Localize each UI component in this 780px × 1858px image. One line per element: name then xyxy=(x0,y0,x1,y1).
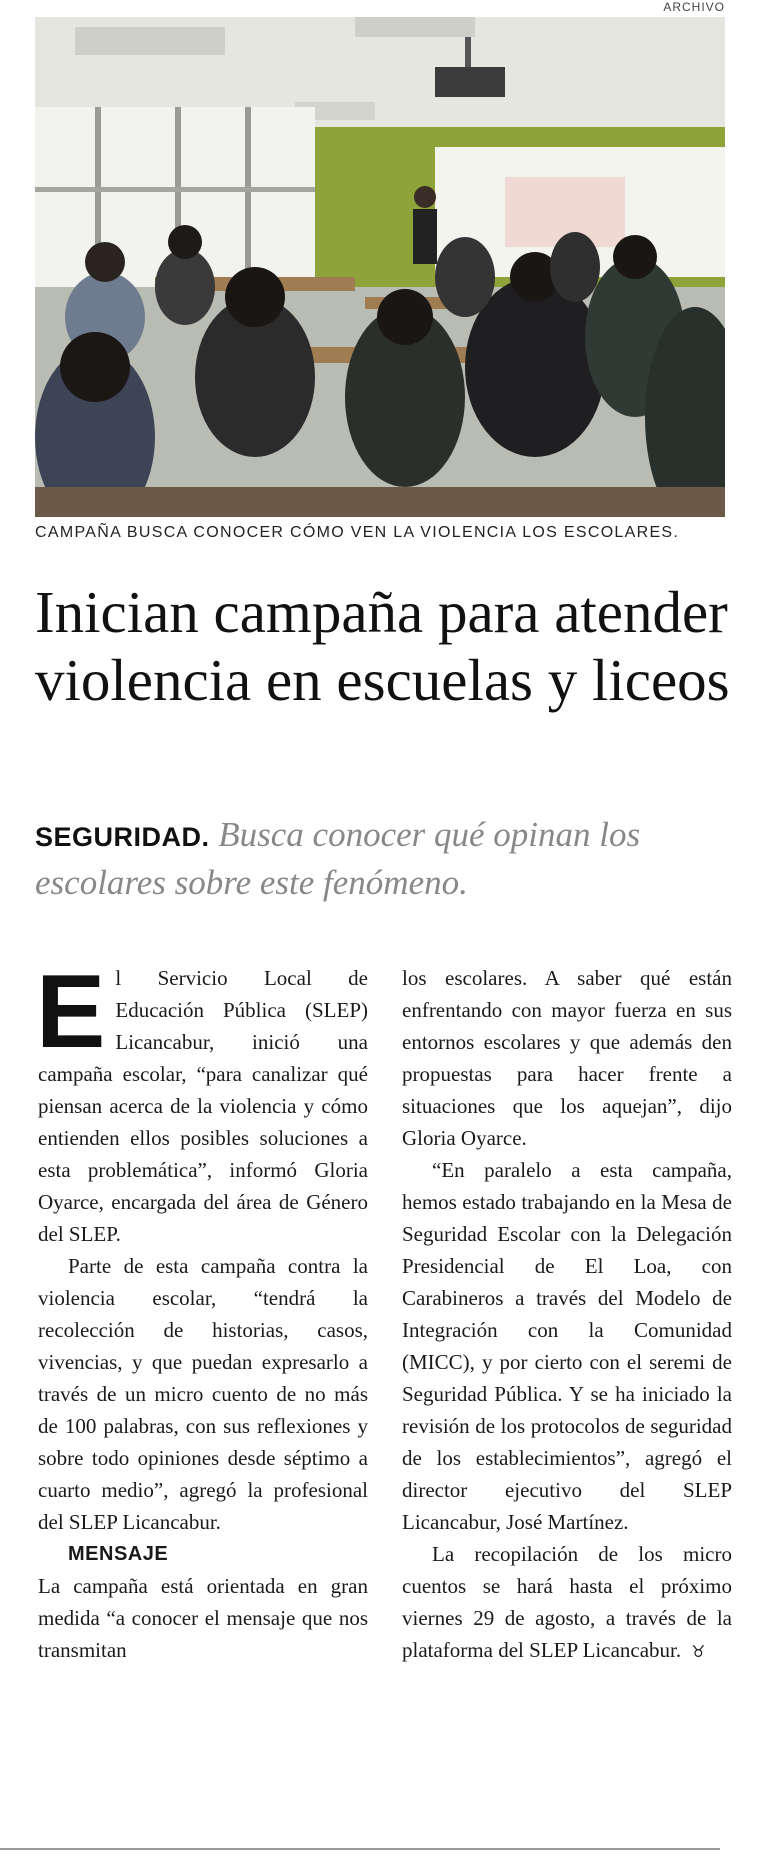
deck-text: Busca conocer qué opinan los escolares sobre este fenómeno. xyxy=(35,815,641,902)
bottom-divider xyxy=(0,1848,720,1850)
paragraph-6-text: La recopilación de los micro cuentos se hará hasta el próximo viernes 29 de agosto, a través de la plataforma del SLEP Licancabur. xyxy=(402,1542,732,1662)
paragraph-3: La campaña está orientada en gran medida “a conocer el mensaje que nos transmitan xyxy=(38,1574,368,1662)
paragraph-2: Parte de esta campaña contra la violencia escolar, “tendrá la recolección de historias, casos, vivencias, y que puedan expresarlo a través de un micro cuento de no más de 100 palabras, con sus reflexiones y sobre todo opiniones desde séptimo a cuarto medio”, agregó la profesional del SLEP Licancabur. xyxy=(38,1254,368,1534)
article-photo xyxy=(35,17,725,517)
headline: Inician campaña para atender violencia en escuelas y liceos xyxy=(35,579,730,713)
classroom-photo-illustration xyxy=(35,17,725,517)
paragraph-4: los escolares. A saber qué están enfrentando con mayor fuerza en sus entornos escolares y que además den propuestas para hacer frente a situaciones que los aquejan”, dijo Gloria Oyarce. xyxy=(402,966,732,1150)
article-column-left xyxy=(36,954,368,1666)
drop-cap: E xyxy=(36,954,106,1070)
photo-credit: ARCHIVO xyxy=(663,0,725,14)
deck-kicker: SEGURIDAD. xyxy=(35,822,210,852)
paragraph-1-text: l Servicio Local de Educación Pública (SLEP) Licancabur, inició una campaña escolar, “para canalizar qué piensan acerca de la violencia y cómo entienden ellos posibles soluciones a esta problemática”, informó Gloria Oyarce, encargada del área de Género del SLEP. xyxy=(38,966,368,1246)
article-column-right xyxy=(402,962,732,1668)
subhead-mensaje: MENSAJE xyxy=(68,1543,169,1565)
end-mark-icon: ♉︎ xyxy=(691,1642,706,1661)
paragraph-1 xyxy=(36,954,368,1250)
photo-caption: CAMPAÑA BUSCA CONOCER CÓMO VEN LA VIOLENCIA LOS ESCOLARES. xyxy=(35,524,680,541)
paragraph-6 xyxy=(402,1538,732,1668)
deck xyxy=(35,812,735,905)
paragraph-5: “En paralelo a esta campaña, hemos estado trabajando en la Mesa de Seguridad Escolar con la Delegación Presidencial de El Loa, con Carabineros a través del Modelo de Integración con la Comunidad (MICC), y por cierto con el seremi de Seguridad Pública. Y se ha iniciado la revisión de los protocolos de seguridad de los establecimientos”, agregó el director ejecutivo del SLEP Licancabur, José Martínez. xyxy=(402,1158,732,1534)
